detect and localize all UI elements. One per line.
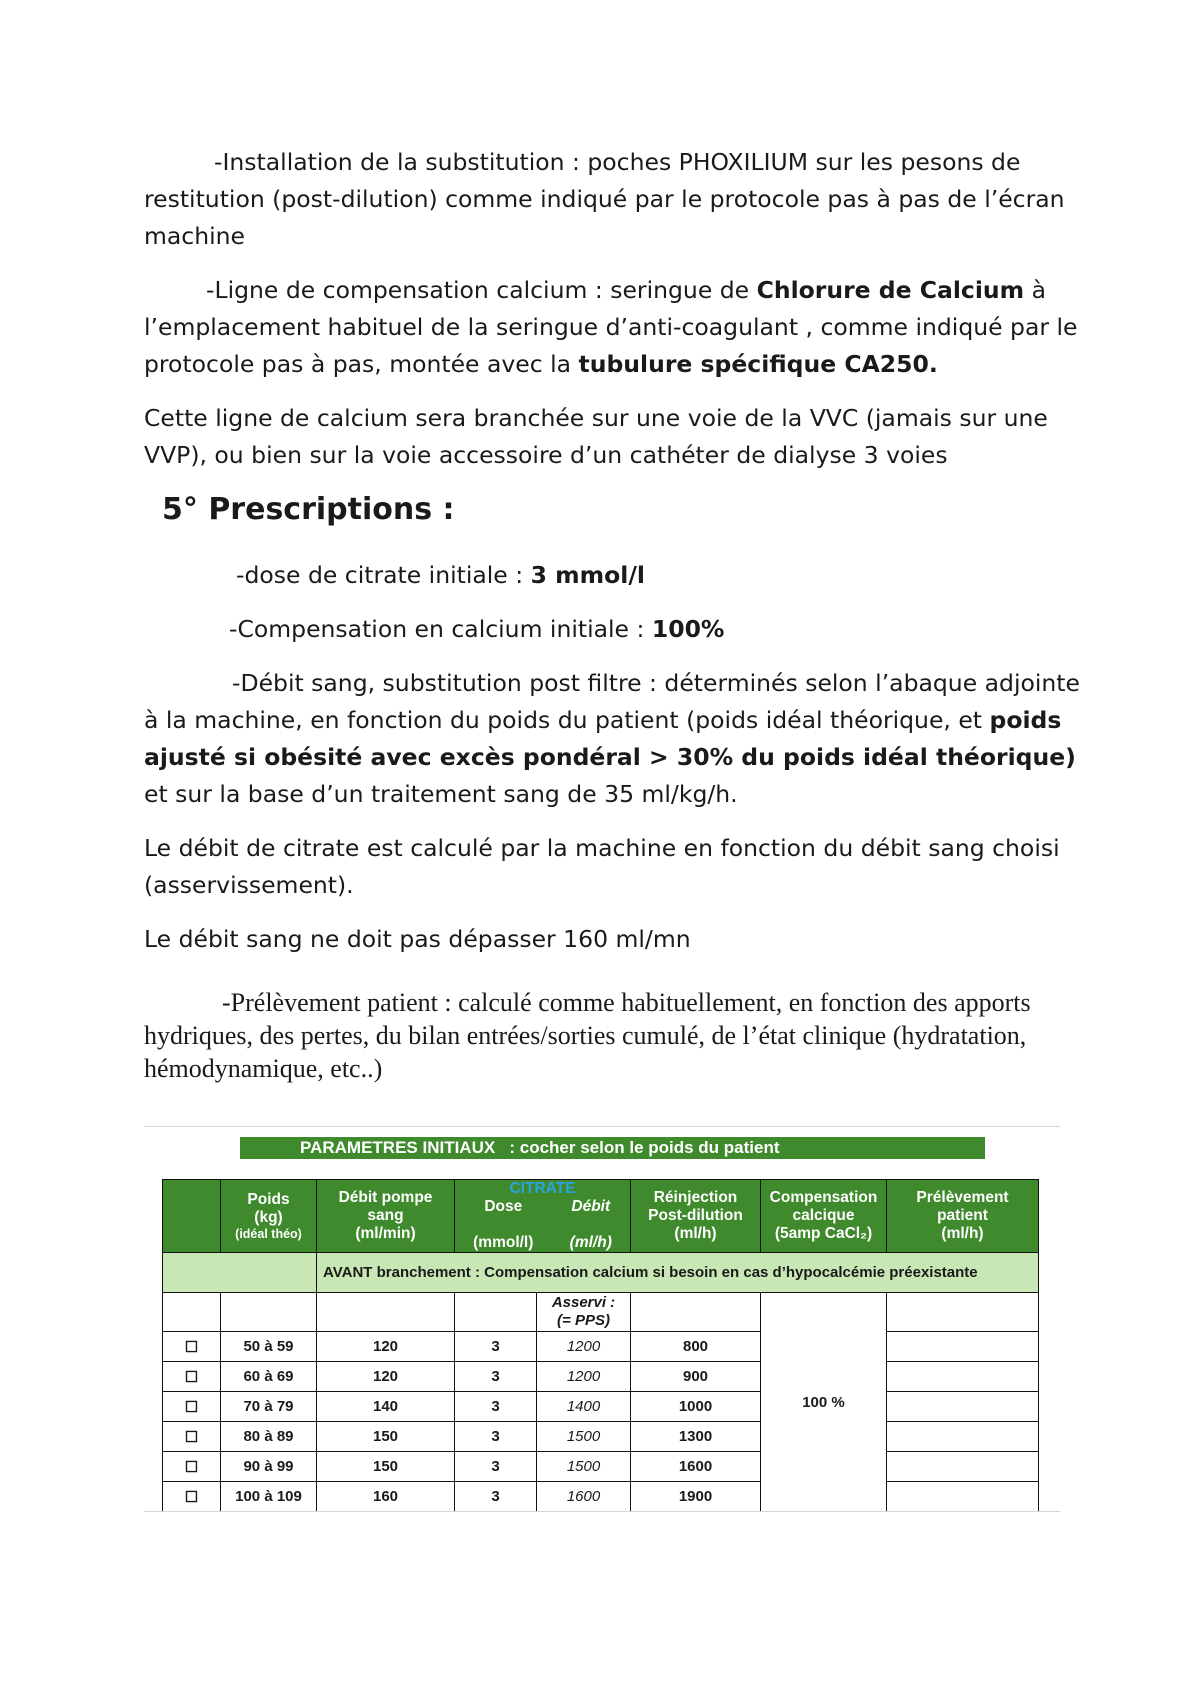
calcium-compensation-line <box>229 611 724 648</box>
cell-reinjection: 1900 <box>631 1482 761 1512</box>
cell-dose: 3 <box>455 1482 537 1512</box>
header-poids-note: (idéal théo) <box>235 1227 302 1241</box>
header-compensation <box>761 1180 887 1253</box>
header-debit-unit: (ml/h) <box>569 1234 612 1251</box>
cell-prelevement-input[interactable] <box>887 1482 1039 1512</box>
asservi-cell <box>537 1293 631 1332</box>
cell-prelevement-input[interactable] <box>887 1422 1039 1452</box>
avant-message: AVANT branchement : Compensation calcium si besoin en cas d’hypocalcémie préexistante <box>317 1253 1039 1293</box>
header-prel-label: Prélèvement <box>916 1189 1009 1206</box>
top-divider <box>144 1126 1060 1127</box>
table-row <box>163 1482 1039 1512</box>
paragraph-vvc: Cette ligne de calcium sera branchée sur une voie de la VVC (jamais sur une VVP), ou bien sur la voie accessoire d’un cathéter de dialyse 3 voies <box>144 404 1048 469</box>
table-row <box>163 1332 1039 1362</box>
header-reinjection <box>631 1180 761 1253</box>
cell-prelevement-input[interactable] <box>887 1362 1039 1392</box>
cell-debit: 1200 <box>537 1362 631 1392</box>
cell-poids: 100 à 109 <box>221 1482 317 1512</box>
header-prel-label-2: patient <box>937 1207 988 1224</box>
asservi-empty-6 <box>887 1293 1039 1332</box>
header-prel-unit: (ml/h) <box>941 1225 984 1242</box>
section-heading: 5° Prescriptions : <box>162 492 455 527</box>
calcium-chloride-bold: Chlorure de Calcium <box>756 276 1025 304</box>
compensation-value-cell: 100 % <box>761 1293 887 1512</box>
paragraph-calcium-line <box>144 272 1084 383</box>
asservi-pps: (= PPS) <box>557 1312 610 1329</box>
cell-reinjection: 900 <box>631 1362 761 1392</box>
cell-pompe: 120 <box>317 1332 455 1362</box>
tubing-ca250-bold: tubulure spécifique CA250. <box>578 350 938 378</box>
calcium-line-text-2: à l’emplacement habituel de la seringue d’anti-coagulant , comme indiqué par le protocole pas à pas, montée avec la <box>144 276 1078 378</box>
cell-prelevement-input[interactable] <box>887 1392 1039 1422</box>
cell-poids: 60 à 69 <box>221 1362 317 1392</box>
cell-pompe: 120 <box>317 1362 455 1392</box>
cell-pompe: 160 <box>317 1482 455 1512</box>
avant-row <box>163 1253 1039 1293</box>
header-reinj-label-2: Post-dilution <box>648 1207 743 1224</box>
bottom-divider <box>144 1511 1060 1512</box>
asservi-empty-4 <box>455 1293 537 1332</box>
cell-prelevement-input[interactable] <box>887 1452 1039 1482</box>
cell-dose: 3 <box>455 1422 537 1452</box>
dose-citrate-label: -dose de citrate initiale : <box>236 561 531 589</box>
header-dose <box>473 1198 533 1252</box>
cell-dose: 3 <box>455 1362 537 1392</box>
paragraph-substitution: -Installation de la substitution : poches PHOXILIUM sur les pesons de restitution (post-dilution) comme indiqué par le protocole pas à pas de l’écran machine <box>144 148 1065 250</box>
cell-reinjection: 1000 <box>631 1392 761 1422</box>
cell-debit: 1400 <box>537 1392 631 1422</box>
cell-dose: 3 <box>455 1392 537 1422</box>
header-comp-label: Compensation <box>769 1189 878 1206</box>
calcium-compensation-label: -Compensation en calcium initiale : <box>229 615 652 643</box>
header-pompe-label: Débit pompe <box>338 1189 433 1206</box>
cell-pompe: 140 <box>317 1392 455 1422</box>
cell-dose: 3 <box>455 1452 537 1482</box>
cell-debit: 1200 <box>537 1332 631 1362</box>
header-poids-label: Poids <box>247 1191 290 1208</box>
cell-debit: 1600 <box>537 1482 631 1512</box>
row-checkbox[interactable] <box>163 1332 221 1362</box>
avant-lead-cell <box>163 1253 317 1293</box>
parameters-table <box>162 1179 1039 1512</box>
header-comp-unit: (5amp CaCl₂) <box>774 1225 873 1242</box>
cell-reinjection: 1600 <box>631 1452 761 1482</box>
asservi-label: Asservi : <box>551 1294 616 1311</box>
asservi-empty-5 <box>631 1293 761 1332</box>
header-poids-unit: (kg) <box>254 1209 283 1226</box>
dose-citrate-value: 3 mmol/l <box>530 561 645 589</box>
cell-pompe: 150 <box>317 1422 455 1452</box>
cell-pompe: 150 <box>317 1452 455 1482</box>
header-pompe-label-2: sang <box>367 1207 404 1224</box>
header-pompe <box>317 1180 455 1253</box>
paragraph-prelevement: -Prélèvement patient : calculé comme habituellement, en fonction des apports hydriques, des pertes, du bilan entrées/sorties cumulé, de l’état clinique (hydratation, hémodynamique, etc..) <box>144 988 1031 1083</box>
header-poids <box>221 1180 317 1253</box>
header-debit-label: Débit <box>571 1198 611 1215</box>
cell-poids: 70 à 79 <box>221 1392 317 1422</box>
cell-debit: 1500 <box>537 1422 631 1452</box>
header-row <box>163 1180 1039 1253</box>
header-debit <box>570 1198 612 1252</box>
cell-debit: 1500 <box>537 1452 631 1482</box>
calcium-compensation-value: 100% <box>651 615 725 643</box>
asservi-empty-1 <box>163 1293 221 1332</box>
cell-reinjection: 800 <box>631 1332 761 1362</box>
header-dose-label: Dose <box>484 1198 523 1215</box>
table-row <box>163 1362 1039 1392</box>
header-reinj-label: Réinjection <box>653 1189 738 1206</box>
table-row <box>163 1422 1039 1452</box>
paragraph-debit-sang <box>144 665 1084 813</box>
paragraph-max-debit: Le débit sang ne doit pas dépasser 160 ml/mn <box>144 925 691 953</box>
table-banner: PARAMETRES INITIAUX : cocher selon le poids du patient <box>240 1137 985 1159</box>
checkbox-icon[interactable]: ☐ <box>184 1398 199 1416</box>
asservi-empty-2 <box>221 1293 317 1332</box>
row-checkbox[interactable] <box>163 1452 221 1482</box>
header-citrate <box>455 1180 631 1253</box>
cell-prelevement-input[interactable] <box>887 1332 1039 1362</box>
paragraph-citrate-note: Le débit de citrate est calculé par la machine en fonction du débit sang choisi (asservissement). <box>144 834 1060 899</box>
calcium-line-text-1: -Ligne de compensation calcium : seringue de <box>206 276 757 304</box>
row-checkbox[interactable] <box>163 1362 221 1392</box>
citrate-subheaders <box>455 1198 630 1252</box>
row-checkbox[interactable] <box>163 1392 221 1422</box>
parameters-table-block <box>144 1126 1060 1512</box>
checkbox-icon[interactable]: ☐ <box>184 1368 199 1386</box>
checkbox-icon[interactable]: ☐ <box>184 1338 199 1356</box>
row-checkbox[interactable] <box>163 1482 221 1512</box>
cell-poids: 50 à 59 <box>221 1332 317 1362</box>
cell-dose: 3 <box>455 1332 537 1362</box>
table-row <box>163 1452 1039 1482</box>
asservi-row <box>163 1293 1039 1332</box>
debit-bold: poids ajusté si obésité avec excès pondéral > 30% du poids idéal théorique) <box>144 706 1076 771</box>
asservi-empty-3 <box>317 1293 455 1332</box>
checkbox-icon[interactable]: ☐ <box>184 1488 199 1506</box>
cell-poids: 80 à 89 <box>221 1422 317 1452</box>
debit-text-1: -Débit sang, substitution post filtre : déterminés selon l’abaque adjointe à la machine, en fonction du poids du patient (poids idéal théorique, et <box>144 669 1080 734</box>
header-prelevement <box>887 1180 1039 1253</box>
cell-reinjection: 1300 <box>631 1422 761 1452</box>
dose-citrate-line <box>236 557 645 594</box>
header-citrate-label: CITRATE <box>509 1180 576 1197</box>
header-comp-label-2: calcique <box>792 1207 855 1224</box>
header-pompe-unit: (ml/min) <box>355 1225 416 1242</box>
table-row <box>163 1392 1039 1422</box>
row-checkbox[interactable] <box>163 1422 221 1452</box>
header-reinj-unit: (ml/h) <box>674 1225 717 1242</box>
checkbox-icon[interactable]: ☐ <box>184 1458 199 1476</box>
header-checkbox-col <box>163 1180 221 1253</box>
checkbox-icon[interactable]: ☐ <box>184 1428 199 1446</box>
debit-text-2: et sur la base d’un traitement sang de 35 ml/kg/h. <box>144 780 738 808</box>
cell-poids: 90 à 99 <box>221 1452 317 1482</box>
header-dose-unit: (mmol/l) <box>473 1234 534 1251</box>
